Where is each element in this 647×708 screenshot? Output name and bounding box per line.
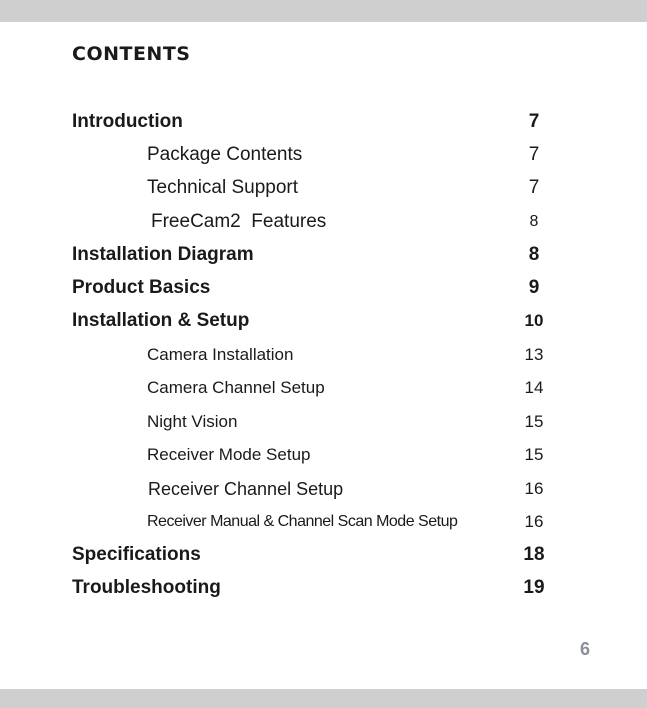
toc-entry-label: Receiver Mode Setup [147, 445, 311, 464]
toc-entry-technical-support [0, 176, 647, 200]
toc-entry-page: 16 [524, 512, 544, 531]
toc-entry-camera-channel-setup [0, 376, 647, 400]
toc-entry-product-basics [0, 276, 647, 300]
toc-entry-label: Troubleshooting [72, 577, 221, 598]
toc-entry-page: 9 [528, 277, 540, 298]
toc-entry-page: 16 [524, 479, 544, 498]
toc-entry-page: 18 [523, 544, 545, 565]
toc-entry-page: 14 [524, 378, 544, 397]
toc-entry-receiver-manual-scan-setup [0, 510, 647, 534]
toc-entry-page: 7 [528, 144, 540, 165]
toc-entry-label: Package Contents [147, 144, 303, 165]
toc-entry-label: Installation & Setup [72, 310, 250, 331]
toc-entry-troubleshooting [0, 576, 647, 600]
toc-entry-label: Receiver Channel Setup [148, 479, 344, 499]
toc-entry-receiver-channel-setup [0, 477, 647, 501]
toc-entry-page: 15 [524, 412, 544, 431]
toc-entry-label: FreeCam2 Features [151, 211, 327, 232]
toc-entry-page: 19 [523, 577, 545, 598]
toc-entry-freecam2-features [0, 210, 647, 234]
toc-entry-label: Installation Diagram [72, 244, 254, 265]
toc-entry-label: Product Basics [72, 277, 211, 298]
toc-entry-page: 7 [528, 177, 540, 198]
toc-entry-label: Receiver Manual & Channel Scan Mode Setup [147, 513, 458, 530]
page-number: 6 [580, 639, 591, 659]
toc-entry-page: 13 [524, 345, 544, 364]
toc-entry-label: Introduction [72, 111, 183, 132]
toc-entry-receiver-mode-setup [0, 443, 647, 467]
toc-entry-camera-installation [0, 343, 647, 367]
contents-title: CONTENTS [72, 43, 191, 65]
toc-entry-page: 7 [528, 111, 540, 132]
toc-entry-label: Technical Support [147, 177, 299, 198]
toc-entry-introduction [0, 110, 647, 134]
toc-entry-page: 8 [528, 244, 540, 265]
toc-entry-specifications [0, 543, 647, 567]
toc-entry-installation-diagram [0, 243, 647, 267]
toc-entry-label: Night Vision [147, 412, 238, 431]
toc-entry-page: 8 [529, 213, 539, 230]
toc-entry-label: Camera Channel Setup [147, 378, 325, 397]
toc-entry-page: 10 [524, 311, 544, 330]
toc-entry-label: Camera Installation [147, 345, 294, 364]
toc-entry-page: 15 [524, 445, 544, 464]
toc-entry-installation-setup [0, 309, 647, 333]
toc-entry-package-contents [0, 143, 647, 167]
toc-entry-label: Specifications [72, 544, 201, 565]
bottom-band [0, 689, 647, 708]
toc-entry-night-vision [0, 410, 647, 434]
